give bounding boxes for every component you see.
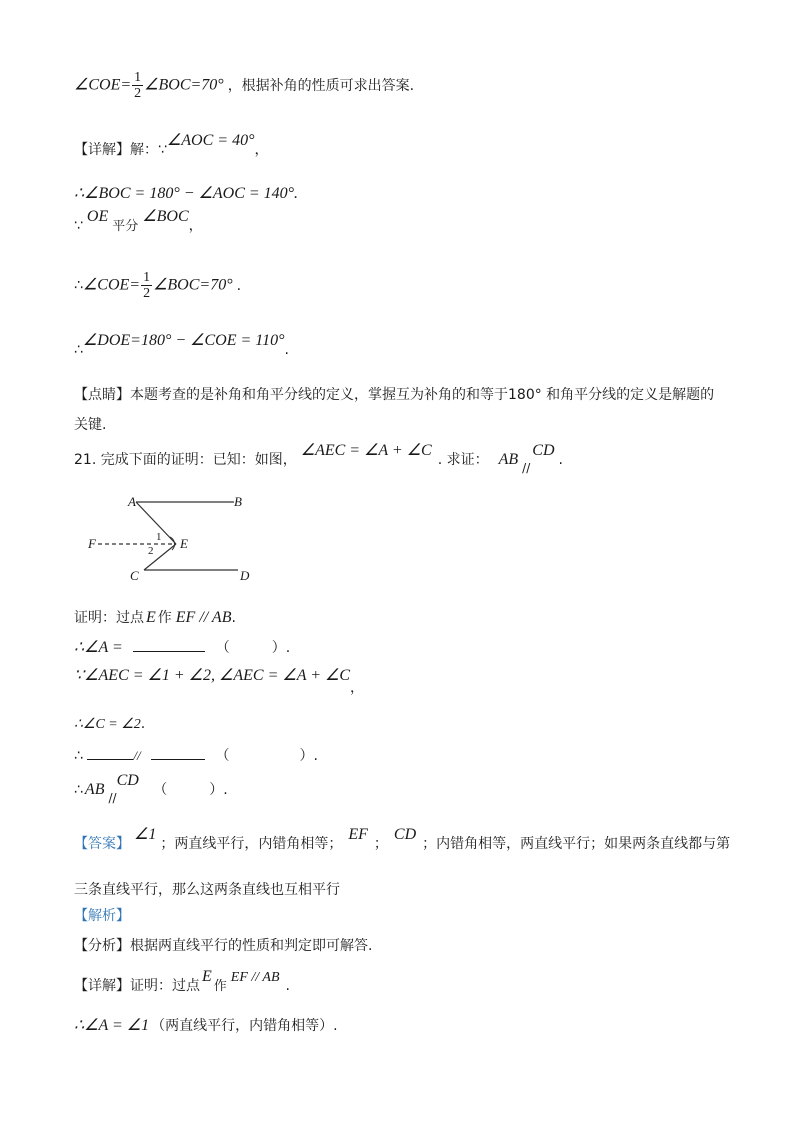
text-line-4 (74, 208, 203, 237)
text: 【详解】证明：过点 (74, 978, 200, 994)
text: ，根据补角的性质可求出答案. (227, 77, 415, 94)
math-expr: ∠BOC (142, 208, 189, 225)
proof-line-2 (74, 638, 290, 658)
math-expr: ∠BOC=70° (144, 76, 224, 94)
math-expr: ∠DOE=180° − ∠COE = 110° (82, 332, 285, 349)
punct: . (140, 716, 146, 732)
math-expr: CD (532, 442, 555, 459)
math-expr: CD (393, 826, 417, 843)
therefore-symbol: ∴ (74, 748, 83, 764)
math-expr: AB (84, 781, 105, 798)
reason-blank[interactable]: （ ）. (215, 640, 291, 656)
therefore-symbol: ∴ (74, 342, 83, 358)
text: 作 (213, 979, 227, 994)
fraction-denominator: 2 (134, 86, 142, 101)
math-line: ∴∠BOC = 180° − ∠AOC = 140°. (74, 185, 299, 202)
because-symbol: ∵ (74, 218, 83, 234)
punct: ； (373, 836, 388, 852)
proof-line-1 (74, 608, 236, 628)
fraction-numerator: 1 (134, 70, 142, 85)
math-expr: ∵∠AEC = ∠1 + ∠2, ∠AEC = ∠A + ∠C (74, 667, 351, 684)
punct: ， (188, 218, 203, 234)
math-expr: CD (116, 772, 139, 789)
math-expr: EF // AB (175, 609, 232, 626)
detail-proof-line (74, 968, 290, 997)
fill-blank[interactable] (151, 747, 205, 760)
math-expr: ∠AEC = ∠A + ∠C (300, 442, 432, 459)
punct: . (558, 452, 563, 468)
reason-blank[interactable]: （ ）. (153, 782, 228, 798)
punct: ， (254, 142, 269, 158)
answer-tag: 【答案】 (74, 836, 130, 852)
math-expr: OE (86, 208, 109, 225)
label-angle-1: 1 (156, 531, 162, 543)
math-expr: ∠1 (134, 826, 157, 843)
math-expr: AB (498, 451, 519, 468)
math-expr: E (202, 968, 212, 985)
punct: . (284, 342, 289, 358)
punct: ， (350, 680, 365, 696)
text-line-6 (74, 332, 289, 360)
fraction (132, 70, 143, 101)
parallel-symbol: // (522, 461, 531, 475)
question-21 (74, 442, 563, 475)
answer-line (74, 826, 731, 854)
fill-blank[interactable] (87, 747, 133, 760)
text: 作 (157, 610, 172, 626)
punct: . (231, 610, 236, 626)
math-expr: ∠AOC = 40° (166, 132, 255, 149)
parallel-symbol: // (108, 791, 117, 805)
math-expr: E (146, 609, 156, 626)
text: 证明：过点 (74, 610, 144, 626)
answer-line-2: 三条直线平行，那么这两条直线也互相平行 (74, 882, 340, 898)
comment-paragraph (74, 380, 734, 440)
math-expr: EF // AB (230, 970, 280, 985)
therefore-symbol: ∴ (74, 277, 83, 294)
reason-blank[interactable]: （ ）. (215, 748, 318, 764)
analysis-heading: 【解析】 (74, 908, 130, 924)
punct: . (285, 978, 290, 994)
fill-blank[interactable] (133, 639, 205, 652)
label-D: D (240, 568, 250, 583)
detail-tag: 【详解】解：∵ (74, 142, 167, 158)
answer-text: ；内错角相等，两直线平行；如果两条直线都与第 (422, 836, 731, 852)
label-A: A (128, 494, 136, 509)
text-line-1 (74, 70, 414, 101)
proof-line-3 (74, 666, 365, 696)
math-expr: ∠BOC=70° (153, 276, 233, 294)
label-E: E (180, 536, 188, 551)
label-B: B (234, 494, 242, 509)
fraction-numerator: 1 (143, 270, 151, 285)
question-text: . 求证： (437, 452, 489, 468)
therefore-symbol: ∴ (74, 782, 83, 798)
comment-line-1: 【点睛】本题考查的是补角和角平分线的定义，掌握互为补角的和等于180° 和角平分线的定义是解题的 (74, 387, 715, 403)
text-line-5 (74, 270, 241, 301)
analysis-line: 【分析】根据两直线平行的性质和判定即可解答. (74, 938, 373, 954)
label-F: F (88, 536, 96, 551)
detail-line (74, 132, 269, 160)
parallel-symbol: // (133, 748, 141, 763)
text: （两直线平行，内错角相等）. (151, 1018, 338, 1034)
proof-line-6 (74, 772, 228, 805)
geometry-figure (84, 492, 274, 588)
math-expr: ∴∠A = ∠1 (74, 1017, 150, 1034)
question-text: 21. 完成下面的证明：已知：如图， (74, 452, 297, 468)
fraction (141, 270, 152, 301)
proof-line-5 (74, 746, 318, 766)
final-line (74, 1016, 338, 1036)
math-expr: ∠COE= (74, 76, 132, 94)
math-expr: EF (348, 826, 368, 843)
comment-line-2: 关键. (74, 417, 107, 433)
math-expr: ∠COE= (82, 276, 141, 294)
proof-line-4 (74, 714, 145, 735)
text: 平分 (112, 219, 139, 234)
answer-text: ；两直线平行，内错角相等； (160, 836, 343, 852)
punct: . (236, 277, 242, 294)
label-C: C (130, 568, 139, 583)
label-angle-2: 2 (148, 545, 154, 557)
fraction-denominator: 2 (143, 286, 151, 301)
math-expr: ∴∠C = ∠2 (74, 717, 141, 732)
math-expr: ∴∠A = (74, 639, 123, 656)
